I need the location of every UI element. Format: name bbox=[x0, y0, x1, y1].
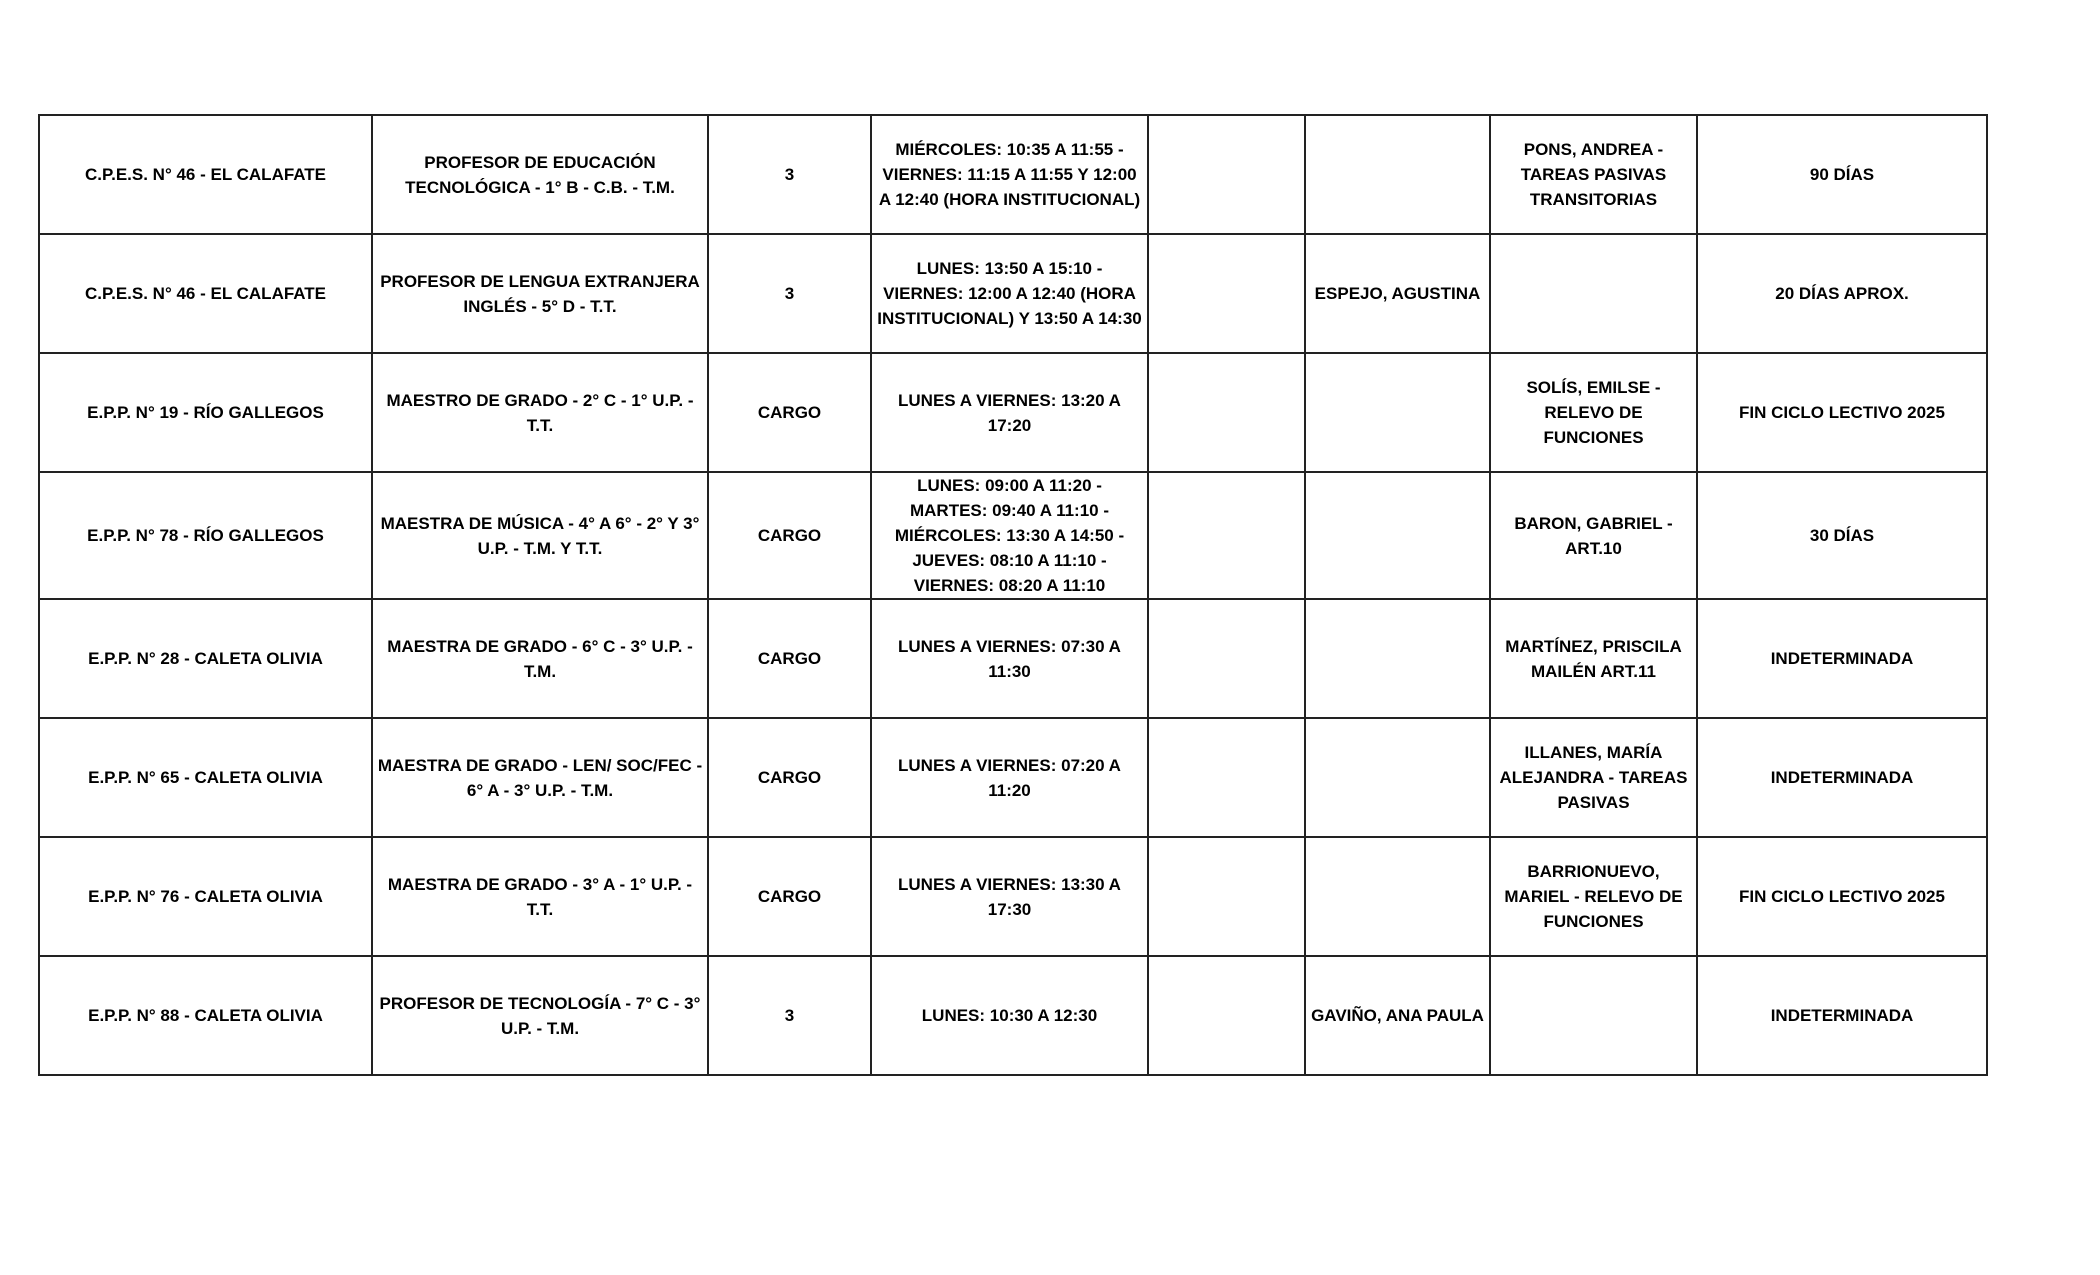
substitute-for-cell: SOLÍS, EMILSE - RELEVO DE FUNCIONES bbox=[1490, 353, 1697, 472]
table-row bbox=[39, 599, 1987, 718]
position-cell: PROFESOR DE LENGUA EXTRANJERA INGLÉS - 5° D - T.T. bbox=[372, 234, 708, 353]
substitute-for-cell: MARTÍNEZ, PRISCILA MAILÉN ART.11 bbox=[1490, 599, 1697, 718]
replacement-cell bbox=[1305, 472, 1490, 599]
hours-cell: CARGO bbox=[708, 837, 871, 956]
table-row bbox=[39, 234, 1987, 353]
position-cell: PROFESOR DE TECNOLOGÍA - 7° C - 3° U.P. - T.M. bbox=[372, 956, 708, 1075]
blank-cell bbox=[1148, 837, 1305, 956]
substitute-for-cell: BARON, GABRIEL - ART.10 bbox=[1490, 472, 1697, 599]
school-cell: E.P.P. N° 28 - CALETA OLIVIA bbox=[39, 599, 372, 718]
duration-cell: 20 DÍAS APROX. bbox=[1697, 234, 1987, 353]
schedule-cell: LUNES A VIERNES: 07:30 A 11:30 bbox=[871, 599, 1148, 718]
position-cell: MAESTRA DE GRADO - LEN/ SOC/FEC - 6° A - 3° U.P. - T.M. bbox=[372, 718, 708, 837]
replacement-cell: ESPEJO, AGUSTINA bbox=[1305, 234, 1490, 353]
duration-cell: FIN CICLO LECTIVO 2025 bbox=[1697, 353, 1987, 472]
schedule-cell: LUNES A VIERNES: 13:30 A 17:30 bbox=[871, 837, 1148, 956]
schedule-cell: MIÉRCOLES: 10:35 A 11:55 - VIERNES: 11:15 A 11:55 Y 12:00 A 12:40 (HORA INSTITUCIONAL) bbox=[871, 115, 1148, 234]
replacement-cell: GAVIÑO, ANA PAULA bbox=[1305, 956, 1490, 1075]
replacement-cell bbox=[1305, 115, 1490, 234]
school-cell: E.P.P. N° 19 - RÍO GALLEGOS bbox=[39, 353, 372, 472]
hours-cell: 3 bbox=[708, 234, 871, 353]
table-row bbox=[39, 956, 1987, 1075]
vacancies-table bbox=[38, 114, 1988, 1076]
schedule-cell: LUNES A VIERNES: 07:20 A 11:20 bbox=[871, 718, 1148, 837]
table-row bbox=[39, 353, 1987, 472]
vacancies-sheet bbox=[38, 114, 1988, 1076]
table-row bbox=[39, 115, 1987, 234]
blank-cell bbox=[1148, 599, 1305, 718]
duration-cell: INDETERMINADA bbox=[1697, 599, 1987, 718]
schedule-cell: LUNES: 10:30 A 12:30 bbox=[871, 956, 1148, 1075]
duration-cell: FIN CICLO LECTIVO 2025 bbox=[1697, 837, 1987, 956]
blank-cell bbox=[1148, 353, 1305, 472]
replacement-cell bbox=[1305, 353, 1490, 472]
school-cell: E.P.P. N° 78 - RÍO GALLEGOS bbox=[39, 472, 372, 599]
blank-cell bbox=[1148, 956, 1305, 1075]
duration-cell: INDETERMINADA bbox=[1697, 718, 1987, 837]
schedule-cell: LUNES: 13:50 A 15:10 - VIERNES: 12:00 A 12:40 (HORA INSTITUCIONAL) Y 13:50 A 14:30 bbox=[871, 234, 1148, 353]
blank-cell bbox=[1148, 234, 1305, 353]
school-cell: E.P.P. N° 65 - CALETA OLIVIA bbox=[39, 718, 372, 837]
table-row bbox=[39, 837, 1987, 956]
hours-cell: 3 bbox=[708, 956, 871, 1075]
schedule-cell: LUNES A VIERNES: 13:20 A 17:20 bbox=[871, 353, 1148, 472]
replacement-cell bbox=[1305, 599, 1490, 718]
duration-cell: 30 DÍAS bbox=[1697, 472, 1987, 599]
duration-cell: 90 DÍAS bbox=[1697, 115, 1987, 234]
hours-cell: CARGO bbox=[708, 718, 871, 837]
table-row bbox=[39, 718, 1987, 837]
position-cell: MAESTRA DE MÚSICA - 4° A 6° - 2° Y 3° U.P. - T.M. Y T.T. bbox=[372, 472, 708, 599]
replacement-cell bbox=[1305, 837, 1490, 956]
position-cell: MAESTRA DE GRADO - 6° C - 3° U.P. - T.M. bbox=[372, 599, 708, 718]
hours-cell: CARGO bbox=[708, 353, 871, 472]
hours-cell: 3 bbox=[708, 115, 871, 234]
duration-cell: INDETERMINADA bbox=[1697, 956, 1987, 1075]
table-row bbox=[39, 472, 1987, 599]
position-cell: MAESTRO DE GRADO - 2° C - 1° U.P. - T.T. bbox=[372, 353, 708, 472]
school-cell: E.P.P. N° 76 - CALETA OLIVIA bbox=[39, 837, 372, 956]
substitute-for-cell: BARRIONUEVO, MARIEL - RELEVO DE FUNCIONES bbox=[1490, 837, 1697, 956]
substitute-for-cell: ILLANES, MARÍA ALEJANDRA - TAREAS PASIVAS bbox=[1490, 718, 1697, 837]
replacement-cell bbox=[1305, 718, 1490, 837]
schedule-cell: LUNES: 09:00 A 11:20 - MARTES: 09:40 A 11:10 - MIÉRCOLES: 13:30 A 14:50 - JUEVES: 08:10 A 11:10 - VIERNES: 08:20 A 11:10 bbox=[871, 472, 1148, 599]
blank-cell bbox=[1148, 472, 1305, 599]
hours-cell: CARGO bbox=[708, 472, 871, 599]
school-cell: E.P.P. N° 88 - CALETA OLIVIA bbox=[39, 956, 372, 1075]
substitute-for-cell bbox=[1490, 956, 1697, 1075]
blank-cell bbox=[1148, 718, 1305, 837]
position-cell: MAESTRA DE GRADO - 3° A - 1° U.P. - T.T. bbox=[372, 837, 708, 956]
position-cell: PROFESOR DE EDUCACIÓN TECNOLÓGICA - 1° B - C.B. - T.M. bbox=[372, 115, 708, 234]
school-cell: C.P.E.S. N° 46 - EL CALAFATE bbox=[39, 115, 372, 234]
substitute-for-cell bbox=[1490, 234, 1697, 353]
hours-cell: CARGO bbox=[708, 599, 871, 718]
blank-cell bbox=[1148, 115, 1305, 234]
school-cell: C.P.E.S. N° 46 - EL CALAFATE bbox=[39, 234, 372, 353]
substitute-for-cell: PONS, ANDREA - TAREAS PASIVAS TRANSITORIAS bbox=[1490, 115, 1697, 234]
